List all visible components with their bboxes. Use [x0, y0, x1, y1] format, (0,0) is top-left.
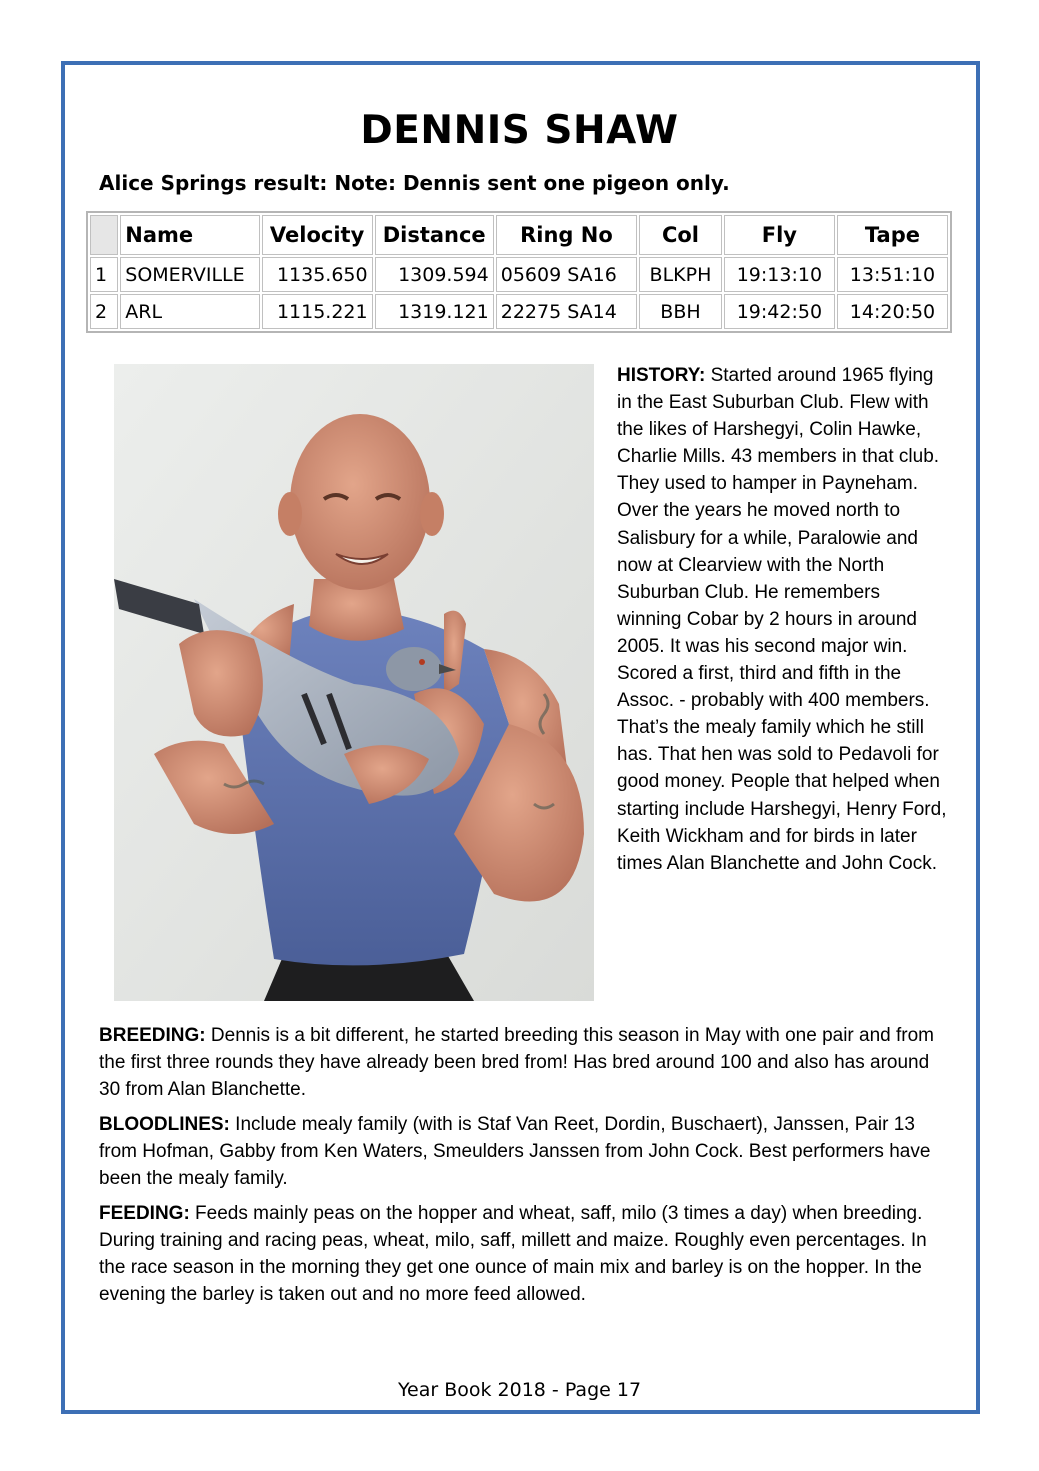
table-header-row [90, 215, 948, 255]
table-cell: 19:13:10 [724, 257, 835, 292]
table-cell: BLKPH [639, 257, 722, 292]
table-cell: 14:20:50 [837, 294, 948, 329]
column-header: Name [120, 215, 259, 255]
table-cell: 05609 SA16 [496, 257, 637, 292]
results-table [86, 211, 952, 333]
table-cell: 1115.221 [262, 294, 373, 329]
bloodlines-section [99, 1111, 939, 1192]
breeding-section [99, 1022, 939, 1103]
column-header: Tape [837, 215, 948, 255]
table-cell: 22275 SA14 [496, 294, 637, 329]
page-footer: Year Book 2018 - Page 17 [397, 1379, 642, 1401]
feeding-label: FEEDING: [99, 1203, 190, 1224]
table-cell: 2 [90, 294, 118, 329]
table-cell: 1 [90, 257, 118, 292]
column-header [90, 215, 118, 255]
column-header: Fly [724, 215, 835, 255]
feeding-section [99, 1200, 939, 1308]
history-section [617, 362, 947, 877]
table-cell: ARL [120, 294, 259, 329]
breeding-label: BREEDING: [99, 1025, 206, 1046]
history-label: HISTORY: [617, 365, 706, 386]
column-header: Distance [375, 215, 494, 255]
table-row [90, 294, 948, 329]
table-cell: 19:42:50 [724, 294, 835, 329]
table-cell: SOMERVILLE [120, 257, 259, 292]
feeding-text: Feeds mainly peas on the hopper and wheat, saff, milo (3 times a day) when breeding. During training and racing peas, wheat, milo, saff, millett and maize. Roughly even percentages. In the race season in the morning they get one ounce of main mix and barley is on the hopper. In the evening the barley is taken out and no more feed allowed. [99, 1203, 927, 1306]
table-cell: 13:51:10 [837, 257, 948, 292]
page-title: DENNIS SHAW [360, 108, 679, 153]
result-subtitle: Alice Springs result: Note: Dennis sent one pigeon only. [99, 171, 730, 195]
table-cell: 1319.121 [375, 294, 494, 329]
column-header: Ring No [496, 215, 637, 255]
column-header: Velocity [262, 215, 373, 255]
table-cell: 1135.650 [262, 257, 373, 292]
table-cell: BBH [639, 294, 722, 329]
table-cell: 1309.594 [375, 257, 494, 292]
portrait-photo [114, 364, 594, 1001]
breeding-text: Dennis is a bit different, he started breeding this season in May with one pair and from the first three rounds they have already been bred from! Has bred around 100 and also has around 30 from Alan Blanchette. [99, 1025, 935, 1101]
table-row [90, 257, 948, 292]
history-text: Started around 1965 flying in the East Suburban Club. Flew with the likes of Harshegyi, Colin Hawke, Charlie Mills. 43 members in that club. They used to hamper in Payneham. Over the years he moved north to Salisbury for a while, Paralowie and now at Clearview with the North Suburban Club. He remembers winning Cobar by 2 hours in around 2005. It was his second major win. Scored a first, third and fifth in the Assoc. - probably with 400 members. That’s the mealy family which he still has. That hen was sold to Pedavoli for good money. People that helped when starting include Harshegyi, Henry Ford, Keith Wickham and for birds in later times Alan Blanchette and John Cock. [617, 365, 947, 874]
column-header: Col [639, 215, 722, 255]
man-holding-pigeon-illustration [114, 364, 594, 1001]
bloodlines-text: Include mealy family (with is Staf Van Reet, Dordin, Buschaert), Janssen, Pair 13 from Hofman, Gabby from Ken Waters, Smeulders Janssen from John Cock. Best performers have been the mealy family. [99, 1114, 931, 1190]
bloodlines-label: BLOODLINES: [99, 1114, 230, 1135]
